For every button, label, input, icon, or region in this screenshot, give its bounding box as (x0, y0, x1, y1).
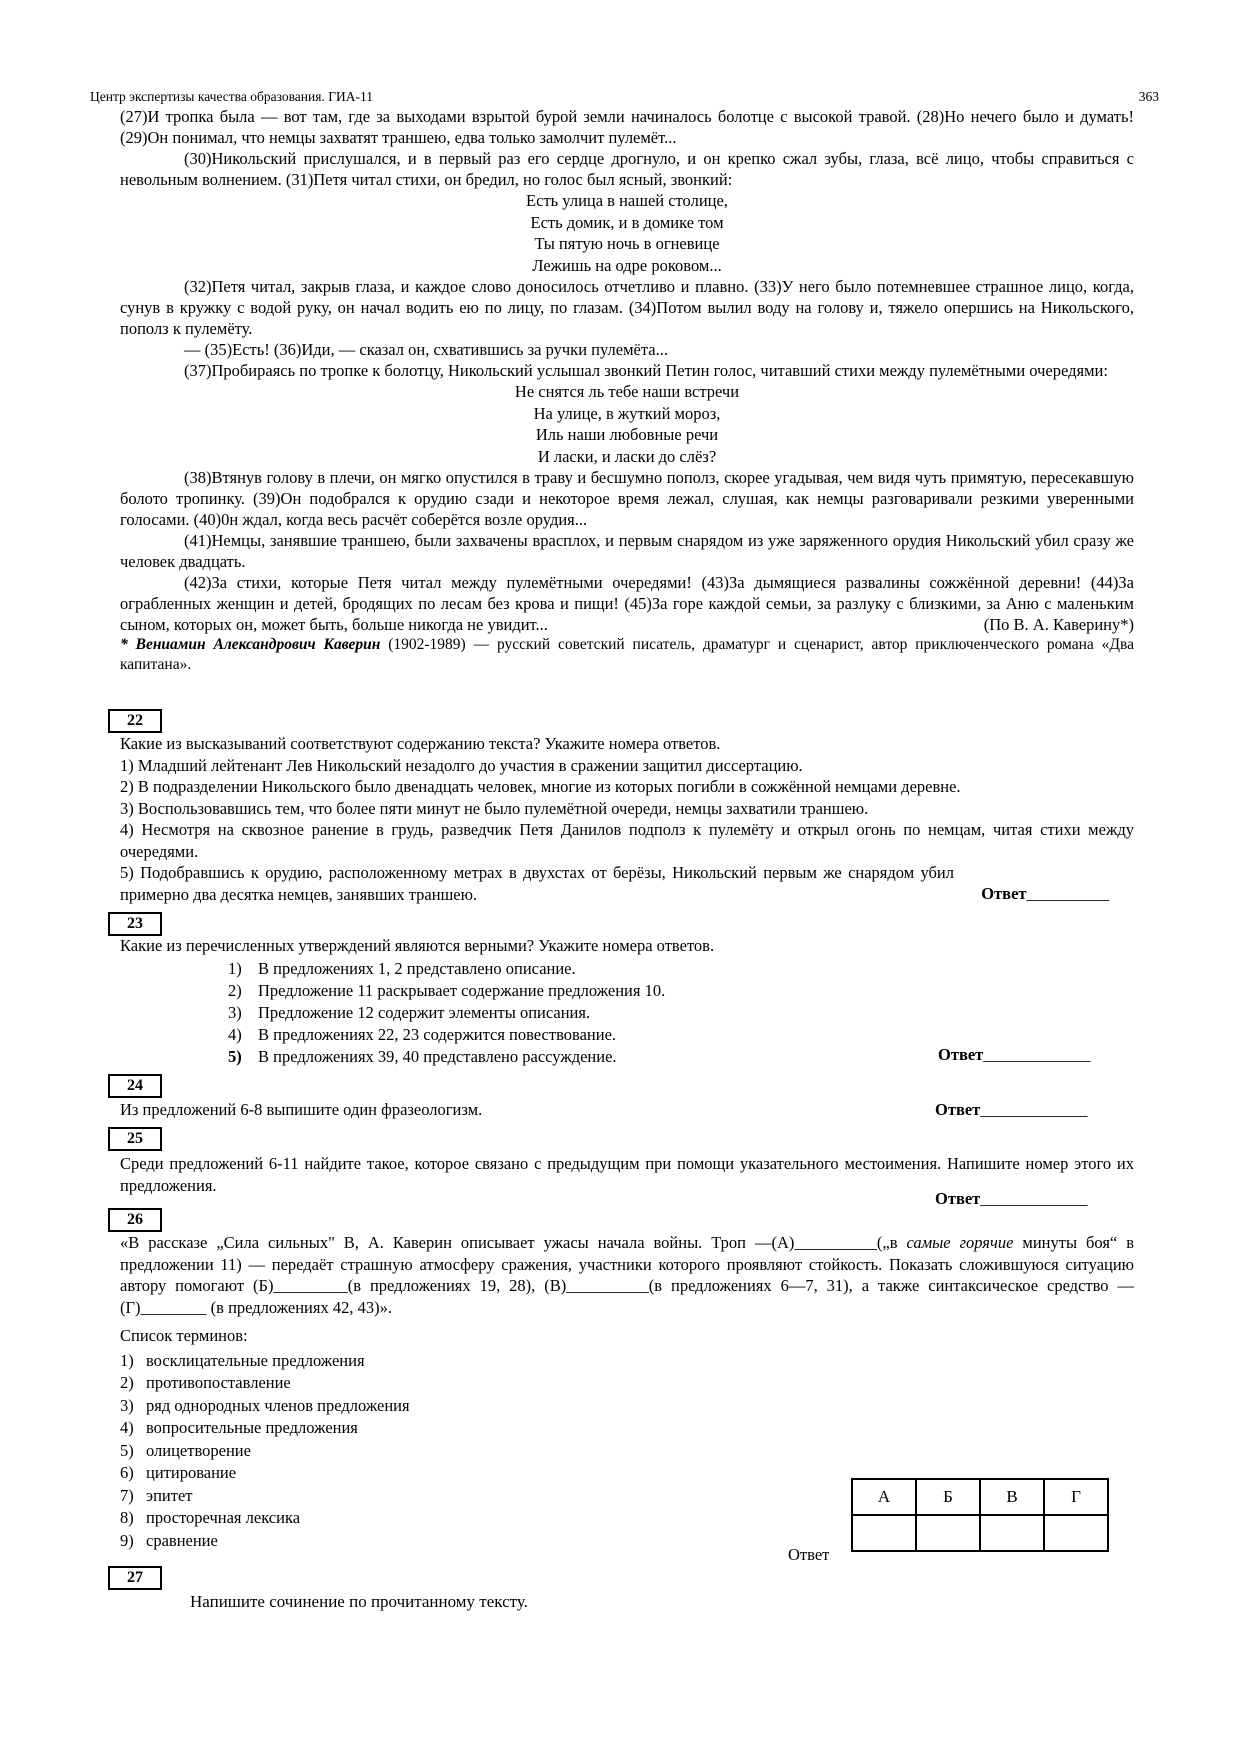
list-item (120, 1417, 410, 1440)
essay-task: Напишите сочинение по прочитанному тексту. (190, 1592, 528, 1611)
answer-label-26: Ответ (788, 1545, 830, 1564)
poem-line: Не снятся ль тебе наши встречи (514, 382, 740, 401)
table-header-cell: Б (916, 1479, 980, 1515)
answer-table (851, 1478, 1109, 1552)
item-number: 5) (120, 1440, 134, 1460)
item-text: цитирование (146, 1463, 237, 1482)
passage-paragraph: (27)И тропка была — вот там, где за выходами взрытой бурой земли начиналось болотце с высокой травой. (28)Но нечего было и думать! (29)Он понимал, что немцы захватят траншею, едва только замолчит пулемёт... (120, 107, 1134, 147)
item-number: 7) (120, 1485, 134, 1505)
task-number-24: 24 (108, 1074, 162, 1098)
list-item (120, 1395, 410, 1418)
poem-line: И ласки, и ласки до слёз? (537, 446, 717, 466)
poem-line: Есть улица в нашей столице, (526, 191, 728, 210)
task-text-italic: самые горячие (906, 1233, 1014, 1252)
author-name: * Вениамин Александрович Каверин (120, 636, 381, 653)
list-item (228, 1002, 928, 1024)
answer-field-23[interactable] (938, 1045, 1091, 1065)
list-item (228, 980, 928, 1002)
item-text: противопоставление (146, 1373, 291, 1392)
page-header (90, 89, 1159, 105)
item-text: сравнение (146, 1530, 218, 1550)
task-question: Среди предложений 6-11 найдите такое, которое связано с предыдущим при помощи указательного местоимения. Напишите номер этого их предложения. (120, 1154, 1134, 1195)
passage-paragraph: (32)Петя читал, закрыв глаза, и каждое слово доносилось отчетливо и плавно. (33)У него было потемневшее страшное лицо, когда, сунув в кружку с водой руку, он начал водить ею по лицу, по глазам. (34)Потом вылил воду на голову и, тяжело опершись на Никольского, пополз к пулемёту. (120, 277, 1134, 338)
poem-line: Лежишь на одре роковом... (532, 255, 722, 275)
poem-line: Есть домик, и в домике том (530, 212, 724, 232)
table-answer-row (852, 1515, 1108, 1551)
list-item (120, 1440, 410, 1463)
passage-paragraph: (38)Втянув голову в плечи, он мягко опустился в траву и бесшумно пополз, скорее угадывая, чем видя чуть примятую, пересекавшую болото тропинку. (39)Он подобрался к орудию сзади и некоторое время лежал, слушая, как немцы разговаривали резкими уверенными голосами. (40)0н ждал, когда весь расчёт соберётся возле орудия... (120, 468, 1134, 529)
answer-field-22[interactable] (981, 883, 1109, 905)
list-item (120, 1485, 410, 1508)
item-number: 9) (120, 1530, 134, 1550)
answer-cell-b[interactable] (916, 1515, 980, 1551)
passage-paragraph-last (120, 572, 1134, 635)
task-number-26: 26 (108, 1208, 162, 1232)
list-item (120, 1372, 410, 1395)
item-text: восклицательные предложения (146, 1350, 365, 1370)
passage-paragraph: (30)Никольский прислушался, и в первый раз его сердце дрогнуло, и он крепко сжал зубы, глаза, всё лицо, чтобы справиться с невольным волнением. (31)Петя читал стихи, он бредил, но голос был ясный, звонкий: (120, 149, 1134, 189)
answer-field-25[interactable] (935, 1188, 1088, 1210)
task-number-27: 27 (108, 1566, 162, 1590)
table-header-cell: В (980, 1479, 1044, 1515)
passage-paragraph: (41)Немцы, занявшие траншею, были захвачены врасплох, и первым снарядом из уже заряженного орудия Никольский убил сразу же человек двадцать. (120, 531, 1134, 571)
table-header-cell: А (852, 1479, 916, 1515)
item-number: 2) (228, 981, 242, 1000)
poem-stanza-2 (120, 381, 1134, 467)
source-attribution: (По В. А. Каверину*) (983, 615, 1134, 634)
item-text: олицетворение (146, 1440, 251, 1460)
poem-stanza-1 (120, 190, 1134, 276)
task-22 (120, 733, 1134, 905)
task-number-22: 22 (108, 709, 162, 733)
poem-line: Ты пятую ночь в огневице (534, 234, 720, 253)
item-text: Предложение 11 раскрывает содержание предложения 10. (258, 981, 666, 1000)
table-header-row (852, 1479, 1108, 1515)
item-number: 1) (228, 959, 242, 978)
item-text: В предложениях 39, 40 представлено рассуждение. (258, 1047, 617, 1066)
item-text: В предложениях 22, 23 содержится повествование. (258, 1025, 617, 1044)
answer-option: 4) Несмотря на сквозное ранение в грудь, разведчик Петя Данилов подполз к пулемёту и открыл огонь по немцам, читая стихи между очередями. (120, 820, 1134, 861)
passage-text: (42)За стихи, которые Петя читал между пулемётными очередями! (43)За дымящиеся развалины сожжённой деревни! (44)За ограбленных женщин и детей, бродящих по лесам без крова и пищи! (45)За горе каждой семьи, за разлуку с близкими, за Аню с маленьким сыном, которых он, может быть, больше никогда не увидит... (120, 573, 1134, 634)
task-question: Какие из перечисленных утверждений являются верными? Укажите номера ответов. (120, 936, 715, 955)
task-23-options (228, 958, 928, 1068)
table-header-cell: Г (1044, 1479, 1108, 1515)
item-number: 1) (120, 1350, 134, 1370)
terms-list (120, 1325, 410, 1552)
task-question: Какие из высказываний соответствуют содержанию текста? Укажите номера ответов. (120, 734, 721, 753)
answer-line: __________ (1026, 884, 1109, 903)
item-number: 5) (228, 1047, 242, 1066)
page-number: 363 (1138, 89, 1159, 104)
task-number-25: 25 (108, 1127, 162, 1151)
list-item (228, 1024, 928, 1046)
item-text: Предложение 12 содержит элементы описания. (258, 1003, 591, 1022)
item-text: эпитет (146, 1485, 193, 1505)
answer-cell-v[interactable] (980, 1515, 1044, 1551)
item-number: 8) (120, 1508, 134, 1527)
answer-option: 3) Воспользовавшись тем, что более пяти минут не было пулемётной очереди, немцы захватили траншею. (120, 798, 869, 818)
passage-paragraph: — (35)Есть! (36)Иди, — сказал он, схватившись за ручки пулемёта... (184, 340, 668, 359)
list-item (120, 1530, 410, 1553)
answer-cell-a[interactable] (852, 1515, 916, 1551)
item-text: просторечная лексика (146, 1508, 301, 1527)
answer-cell-g[interactable] (1044, 1515, 1108, 1551)
footnote-text: (1902-1989) — русский советский писатель, драматург и сценарист, автор приключенческого романа «Два капитана». (120, 636, 1134, 673)
answer-option: 1) Младший лейтенант Лев Никольский незадолго до участия в сражении защитил диссертацию. (120, 755, 803, 775)
task-question: Из предложений 6-8 выпишите один фразеологизм. (120, 1100, 483, 1119)
item-text: ряд однородных членов предложения (146, 1395, 410, 1415)
list-item (228, 1046, 928, 1068)
task-text (120, 1232, 1134, 1318)
answer-label: Ответ (935, 1189, 981, 1208)
item-text: вопросительные предложения (146, 1418, 358, 1437)
task-text-part: минуты боя“ в предложении 11) — передаёт страшную атмосферу сражения, участники которого проявляют стойкость. Показать сложившуюся ситуацию автору помогают (Б)_________(в предложениях 19, 28), (В)__________(в предложениях 6—7, 31), а также синтаксическое средство — (Г)________ (в предложениях 42, 43)». (120, 1233, 1134, 1317)
answer-option: 5) Подобравшись к орудию, расположенному метрах в двухстах от берёзы, Никольский первым же снарядом убил примерно два десятка немцев, занявших траншею. (120, 863, 954, 904)
task-26 (120, 1232, 1134, 1318)
passage-paragraph: (37)Пробираясь по тропке к болотцу, Никольский услышал звонкий Петин голос, читавший стихи между пулемётными очередями: (184, 361, 1108, 380)
answer-line: _____________ (980, 1189, 1088, 1208)
answer-label: Ответ (935, 1100, 981, 1119)
list-item (120, 1462, 410, 1485)
item-number: 4) (120, 1418, 134, 1437)
answer-label: Ответ (981, 884, 1027, 903)
answer-label: Ответ (938, 1045, 984, 1064)
item-number: 4) (228, 1025, 242, 1044)
item-text: В предложениях 1, 2 представлено описание. (258, 959, 576, 978)
answer-line: _____________ (983, 1045, 1091, 1064)
item-number: 3) (120, 1395, 134, 1415)
answer-option: 2) В подразделении Никольского было двенадцать человек, многие из которых погибли в сожжённой немцами деревне. (120, 777, 961, 796)
task-number-23: 23 (108, 912, 162, 936)
task-text-part: «В рассказе „Сила сильных" В, А. Каверин описывает ужасы начала войны. Троп —(А)__________(„в (120, 1233, 907, 1252)
answer-field-24[interactable] (935, 1099, 1088, 1121)
header-title: Центр экспертизы качества образования. ГИА-11 (90, 89, 373, 104)
item-number: 6) (120, 1463, 134, 1482)
list-item (120, 1507, 410, 1530)
poem-line: Иль наши любовные речи (535, 425, 719, 444)
list-item (120, 1350, 410, 1373)
answer-line: _____________ (980, 1100, 1088, 1119)
task-23 (120, 935, 1134, 957)
item-number: 3) (228, 1003, 242, 1022)
list-item (228, 958, 928, 980)
author-footnote (120, 635, 1134, 675)
reading-passage (120, 106, 1134, 675)
poem-line: На улице, в жуткий мороз, (533, 403, 721, 423)
terms-title: Список терминов: (120, 1326, 248, 1345)
item-number: 2) (120, 1373, 134, 1392)
